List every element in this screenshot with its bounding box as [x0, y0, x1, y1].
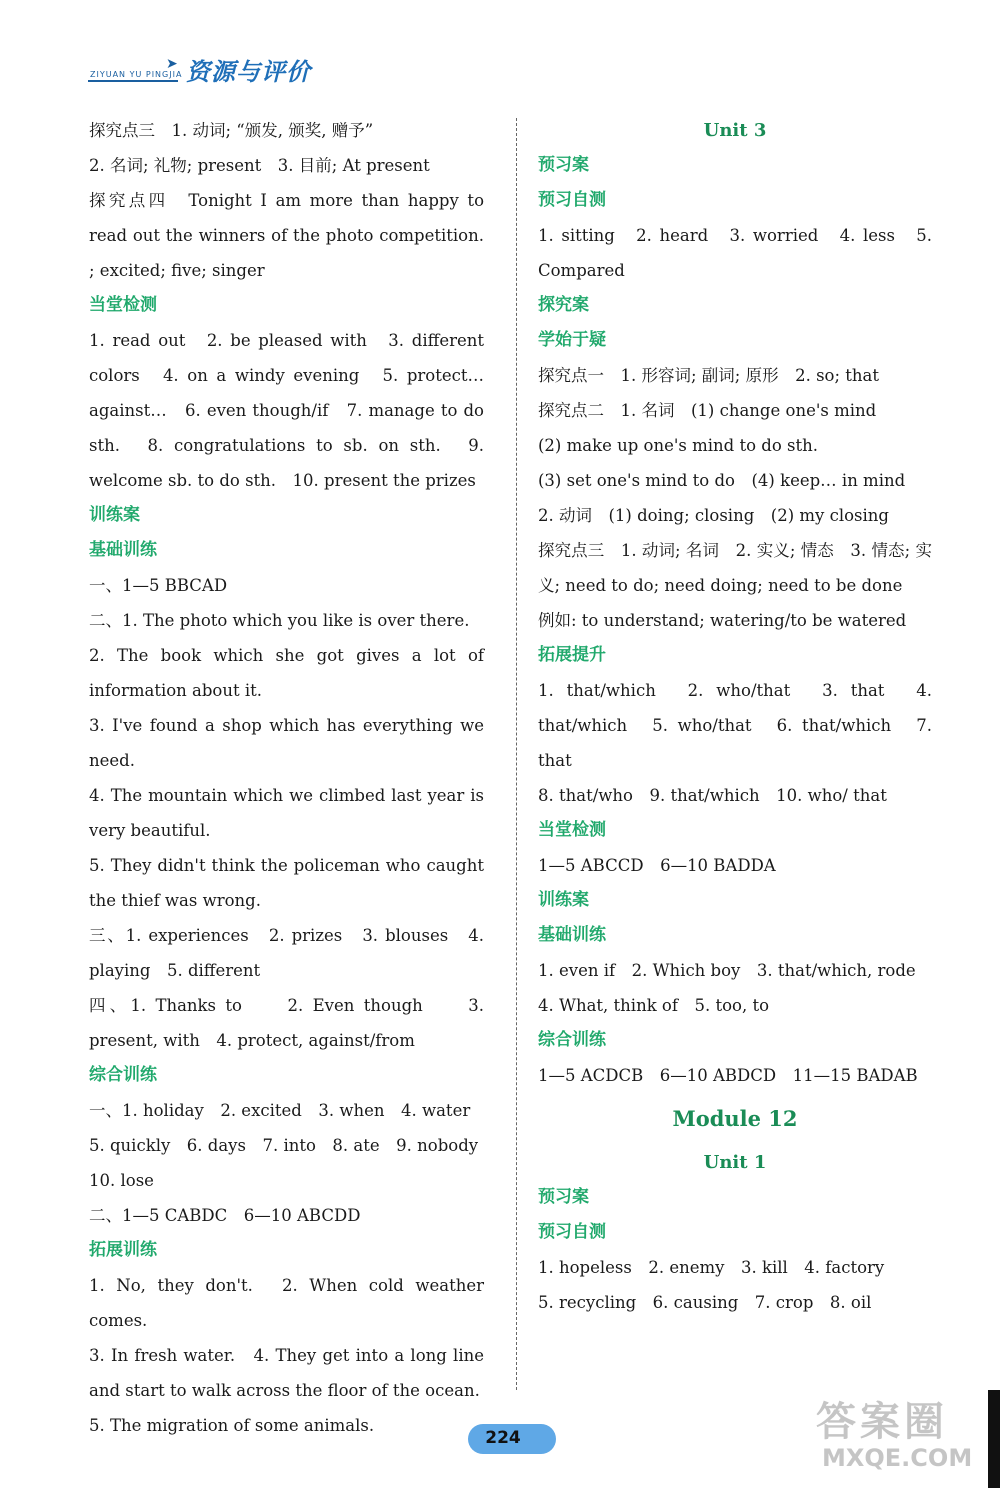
answer-line: 探究点四 Tonight I am more than happy to read out the winners of the photo competition. ; excited; five; singer: [89, 191, 490, 280]
answer-line: 5. recycling 6. causing 7. crop 8. oil: [538, 1293, 872, 1312]
answer-line: 探究点一 1. 形容词; 副词; 原形 2. so; that: [538, 366, 880, 385]
answer-line: 1. even if 2. Which boy 3. that/which, rode: [538, 961, 916, 980]
answer-line: 5. The migration of some animals.: [89, 1416, 375, 1435]
section-heading: 综合训练: [538, 1030, 606, 1050]
section-heading: 预习自测: [538, 190, 606, 210]
answer-line: 二、1—5 CABDC 6—10 ABCDD: [89, 1206, 361, 1225]
unit-title: Unit 1: [703, 1152, 767, 1173]
module-title: Module 12: [672, 1106, 798, 1131]
section-heading: 基础训练: [538, 925, 606, 945]
answer-line: 一、1—5 BBCAD: [89, 576, 228, 595]
answer-line: 三、1. experiences 2. prizes 3. blouses 4. playing 5. different: [89, 926, 490, 980]
section-heading: 训练案: [89, 505, 140, 525]
page-edge-bar: [988, 1390, 1000, 1488]
answer-line: 一、1. holiday 2. excited 3. when 4. water: [89, 1101, 471, 1120]
answer-line: 4. The mountain which we climbed last year is very beautiful.: [89, 786, 490, 840]
watermark-logo-text: 答案圈: [816, 1399, 948, 1445]
section-heading: 拓展提升: [538, 645, 606, 665]
answer-line: 5. They didn't think the policeman who caught the thief was wrong.: [89, 856, 490, 910]
section-heading: 预习自测: [538, 1222, 606, 1242]
answer-line: 探究点二 1. 名词 (1) change one's mind: [538, 401, 877, 420]
answer-line: 1. read out 2. be pleased with 3. different colors 4. on a windy evening 5. protect… against… 6. even though/if 7. manage to do sth. 8. congratulations to sb. on sth. 9. welcome sb. to do sth. 10. present the prizes: [89, 331, 490, 490]
page-number: 224: [485, 1428, 521, 1448]
left-column: [89, 113, 490, 1443]
section-heading: 综合训练: [89, 1065, 157, 1085]
section-heading: 预习案: [538, 155, 589, 175]
answer-line: 探究点三 1. 动词; “颁发, 颁奖, 赠予”: [89, 121, 374, 140]
header-rule: [88, 80, 178, 82]
answer-line: 2. 名词; 礼物; present 3. 目前; At present: [89, 156, 430, 175]
right-column: [538, 113, 938, 1320]
answer-line: (2) make up one's mind to do sth.: [538, 436, 818, 455]
header-logo: [88, 48, 348, 90]
section-heading: 探究案: [538, 295, 589, 315]
section-heading: 基础训练: [89, 540, 157, 560]
page-number-badge: [468, 1424, 556, 1454]
column-divider: [516, 118, 517, 1390]
answer-line: 4. What, think of 5. too, to: [538, 996, 770, 1015]
section-heading: 拓展训练: [89, 1240, 157, 1260]
watermark: [816, 1390, 986, 1482]
watermark-url: MXQE.COM: [822, 1444, 973, 1472]
unit-title: Unit 3: [703, 120, 767, 141]
answer-line: 四、1. Thanks to 2. Even though 3. present, with 4. protect, against/from: [89, 996, 490, 1050]
section-heading: 训练案: [538, 890, 589, 910]
section-heading: 预习案: [538, 1187, 589, 1207]
section-heading: 当堂检测: [89, 295, 157, 315]
answer-line: 1. No, they don't. 2. When cold weather comes.: [89, 1276, 490, 1330]
header-title: 资源与评价: [186, 58, 311, 86]
answer-line: 8. that/who 9. that/which 10. who/ that: [538, 786, 887, 805]
answer-line: 1. that/which 2. who/that 3. that 4. that/which 5. who/that 6. that/which 7. that: [538, 681, 938, 770]
answer-line: 二、1. The photo which you like is over there.: [89, 611, 470, 630]
answer-line: 3. In fresh water. 4. They get into a long line and start to walk across the floor of the ocean.: [89, 1346, 490, 1400]
answer-line: 1. hopeless 2. enemy 3. kill 4. factory: [538, 1258, 885, 1277]
arrow-icon: ➤: [166, 56, 178, 72]
answer-line: (3) set one's mind to do (4) keep… in mind: [538, 471, 906, 490]
answer-line: 5. quickly 6. days 7. into 8. ate 9. nobody: [89, 1136, 479, 1155]
answer-line: 1. sitting 2. heard 3. worried 4. less 5. Compared: [538, 226, 938, 280]
answer-line: 1—5 ABCCD 6—10 BADDA: [538, 856, 776, 875]
header-pinyin: ZIYUAN YU PINGJIA: [90, 70, 183, 79]
answer-line: 3. I've found a shop which has everything we need.: [89, 716, 490, 770]
answer-line: 探究点三 1. 动词; 名词 2. 实义; 情态 3. 情态; 实义; need to do; need doing; need to be done: [538, 541, 932, 595]
answer-line: 2. The book which she got gives a lot of information about it.: [89, 646, 490, 700]
section-heading: 学始于疑: [538, 330, 606, 350]
answer-line: 例如: to understand; watering/to be watered: [538, 611, 907, 630]
answer-line: 10. lose: [89, 1171, 154, 1190]
answer-line: 2. 动词 (1) doing; closing (2) my closing: [538, 506, 889, 525]
answer-line: 1—5 ACDCB 6—10 ABDCD 11—15 BADAB: [538, 1066, 918, 1085]
section-heading: 当堂检测: [538, 820, 606, 840]
